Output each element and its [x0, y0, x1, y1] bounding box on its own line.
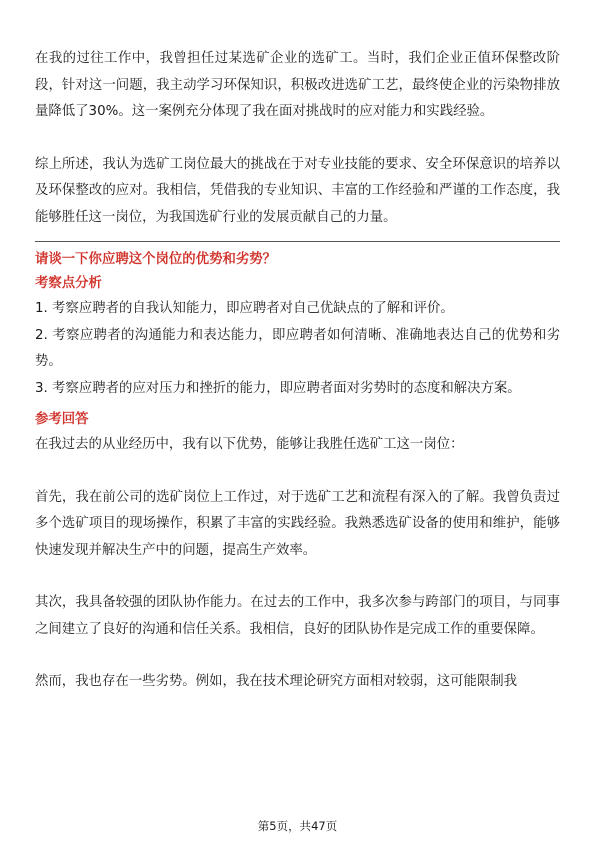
answer-paragraph-2: 首先，我在前公司的选矿岗位上工作过，对于选矿工艺和流程有深入的了解。我曾负责过多个选矿项目的现场操作，积累了丰富的实践经验。我熟悉选矿设备的使用和维护，能够快速发现并解决生产中的问题，提高生产效率。	[35, 489, 560, 558]
paragraph-gap	[35, 643, 560, 669]
paragraph-gap	[35, 126, 560, 152]
analysis-heading: 考察点分析	[35, 276, 102, 291]
body-paragraph-1: 在我的过往工作中，我曾担任过某选矿企业的选矿工。当时，我们企业正值环保整改阶段，针对这一问题，我主动学习环保知识，积极改进选矿工艺，最终使企业的污染物排放量降低了30%。这一案例充分体现了我在面对挑战时的应对能力和实践经验。	[35, 51, 560, 119]
question-title: 请谈一下你应聘这个岗位的优势和劣势？	[35, 252, 277, 267]
section-divider	[35, 241, 560, 242]
page-number: 第5页，共47页	[257, 819, 338, 833]
analysis-item-2: 2. 考察应聘者的沟通能力和表达能力，即应聘者如何清晰、准确地表达自己的优势和劣势。	[35, 327, 560, 369]
answer-heading: 参考回答	[35, 412, 89, 427]
document-page	[35, 46, 560, 696]
answer-paragraph-3: 其次，我具备较强的团队协作能力。在过去的工作中，我多次参与跨部门的项目，与同事之间建立了良好的沟通和信任关系。我相信，良好的团队协作是完成工作的重要保障。	[35, 595, 560, 637]
analysis-item-1: 1. 考察应聘者的自我认知能力，即应聘者对自己优缺点的了解和评价。	[35, 301, 454, 316]
analysis-item-3: 3. 考察应聘者的应对压力和挫折的能力，即应聘者面对劣势时的态度和解决方案。	[35, 380, 521, 396]
paragraph-gap	[35, 564, 560, 590]
body-paragraph-2: 综上所述，我认为选矿工岗位最大的挑战在于对专业技能的要求、安全环保意识的培养以及环保整改的应对。我相信，凭借我的专业知识、丰富的工作经验和严谨的工作态度，我能够胜任这一岗位，为我国选矿行业的发展贡献自己的力量。	[35, 156, 560, 225]
answer-paragraph-1: 在我过去的从业经历中，我有以下优势，能够让我胜任选矿工这一岗位：	[35, 437, 464, 452]
paragraph-gap	[35, 459, 560, 485]
answer-paragraph-4: 然而，我也存在一些劣势。例如，我在技术理论研究方面相对较弱，这可能限制我	[35, 674, 518, 689]
